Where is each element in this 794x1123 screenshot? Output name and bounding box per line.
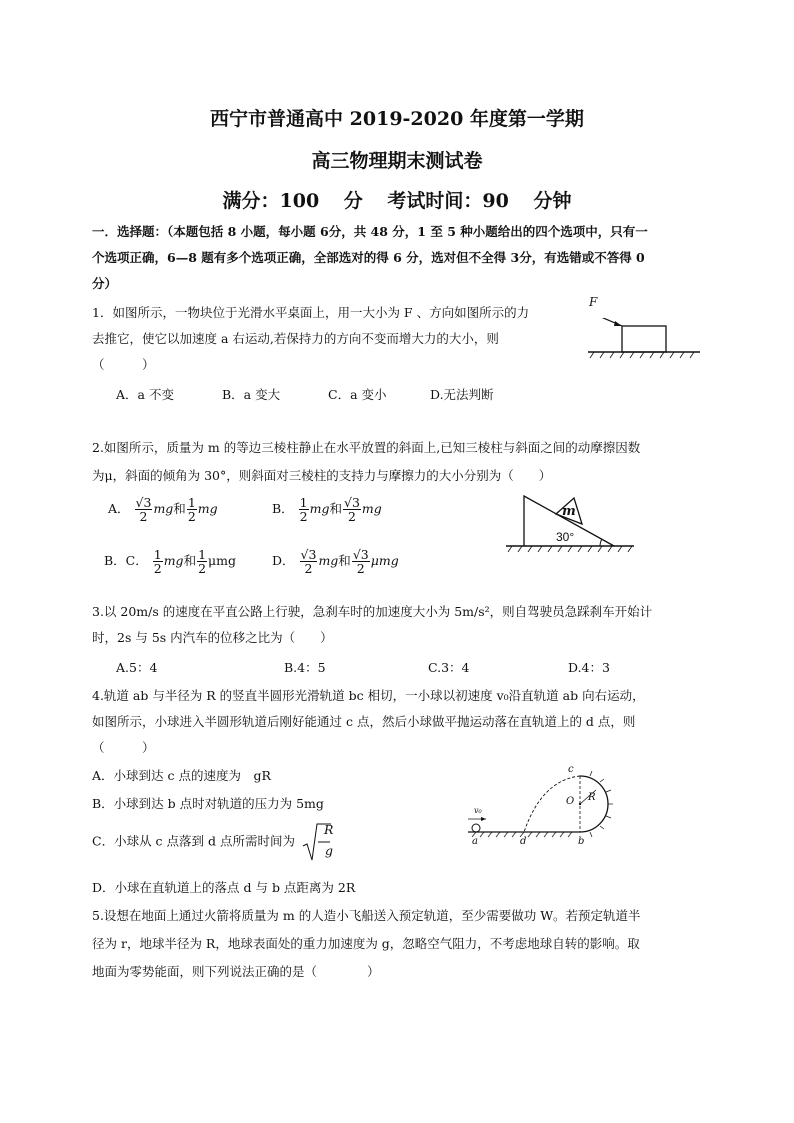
- q2-option-a-label: A．: [108, 501, 130, 517]
- exam-title: 西宁市普通高中 2019-2020 年度第一学期: [210, 108, 584, 130]
- q2-a-and: 和: [173, 501, 186, 517]
- q4-fig-c-label: c: [568, 764, 574, 775]
- q2-a-den1: 2: [139, 509, 148, 525]
- q2-d-mg: mg: [318, 553, 339, 569]
- q2-d-umg: μmg: [370, 553, 399, 569]
- q2-d-den1: 2: [304, 561, 313, 577]
- q4-fig-o-label: O: [566, 796, 575, 807]
- q2-d-num2: √3: [352, 547, 369, 562]
- q5-text-line3: 地面为零势能面，则下列说法正确的是（ ）: [92, 964, 380, 979]
- q3-option-a: A.5：4: [116, 660, 158, 675]
- q2-option-b-label: B．: [272, 501, 294, 517]
- q2-c-den2: 2: [198, 561, 207, 577]
- q2-option-c-label: B．C．: [104, 553, 148, 569]
- q4-text-line1: 4.轨道 ab 与半径为 R 的竖直半圆形光滑轨道 bc 相切，一小球以初速度 v₀沿直轨道 ab 向右运动，: [92, 688, 645, 703]
- q2-a-num1: √3: [135, 495, 152, 510]
- q4-option-c: [92, 822, 334, 862]
- q2-a-mg1: mg: [153, 501, 174, 517]
- q2-a-mg2: mg: [197, 501, 218, 517]
- q1-option-b: B．a 变大: [222, 387, 281, 402]
- q4-fig-b-label: b: [578, 836, 585, 847]
- q1-text-line1: 1．如图所示，一物块位于光滑水平桌面上，用一大小为 F 、方向如图所示的力: [92, 305, 530, 320]
- q2-b-num1: 1: [299, 495, 308, 510]
- q2-d-num1: √3: [300, 547, 317, 562]
- q4-sqrt-denominator: g: [325, 843, 334, 858]
- q2-text-line2: 为μ，斜面的倾角为 30°，则斜面对三棱柱的支持力与摩擦力的大小分别为（ ）: [92, 468, 552, 483]
- q4-fig-r-label: R: [588, 792, 596, 803]
- q3-text-line2: 时，2s 与 5s 内汽车的位移之比为（ ）: [92, 630, 333, 645]
- q4-option-c-text: C．小球从 c 点落到 d 点所需时间为: [92, 833, 295, 849]
- q1-text-line2: 去推它，使它以加速度 a 右运动,若保持力的方向不变而增大力的大小，则: [92, 331, 499, 346]
- q2-b-den1: 2: [299, 509, 308, 525]
- q4-option-d: D．小球在直轨道上的落点 d 与 b 点距离为 2R: [92, 880, 356, 895]
- q2-b-den2: 2: [347, 509, 356, 525]
- q4-text-line2: 如图所示，小球进入半圆形轨道后刚好能通过 c 点，然后小球做平抛运动落在直轨道上的 d 点，则: [92, 714, 636, 729]
- q2-c-num1: 1: [153, 547, 162, 562]
- q1-option-c: C．a 变小: [328, 387, 387, 402]
- q2-option-d-label: D．: [272, 553, 295, 569]
- q2-d-and: 和: [338, 553, 351, 569]
- q5-text-line1: 5.设想在地面上通过火箭将质量为 m 的人造小飞船送入预定轨道，至少需要做功 W。若预定轨道半: [92, 908, 641, 923]
- q4-fig-v0-label: v₀: [474, 806, 482, 815]
- q2-angle-label: 30°: [556, 530, 575, 544]
- q2-c-den1: 2: [153, 561, 162, 577]
- q2-a-den2: 2: [187, 509, 196, 525]
- q2-b-mg2: mg: [361, 501, 382, 517]
- q3-option-d: D.4：3: [568, 660, 610, 675]
- q4-option-b: B．小球到达 b 点时对轨道的压力为 5mg: [92, 796, 324, 811]
- q4-fig-a-label: a: [472, 836, 478, 847]
- q2-b-mg1: mg: [309, 501, 330, 517]
- q2-c-num2: 1: [198, 547, 207, 562]
- q2-b-and: 和: [329, 501, 342, 517]
- q3-option-b: B.4：5: [284, 660, 326, 675]
- q2-text-line1: 2.如图所示，质量为 m 的等边三棱柱静止在水平放置的斜面上,已知三棱柱与斜面之间的动摩擦因数: [92, 440, 641, 455]
- q2-option-d: [272, 548, 399, 575]
- q2-b-num2: √3: [344, 495, 360, 510]
- q1-option-d: D.无法判断: [430, 387, 494, 402]
- q2-mass-label: m: [562, 504, 576, 519]
- exam-subtitle: 高三物理期末测试卷: [311, 150, 483, 172]
- q2-d-den2: 2: [356, 561, 365, 577]
- q2-c-mg: mg: [163, 553, 184, 569]
- q4-sqrt-numerator: R: [324, 822, 334, 837]
- q2-option-c: [104, 548, 236, 575]
- exam-info: 满分：100 分 考试时间：90 分钟: [222, 190, 572, 212]
- q2-c-and: 和: [183, 553, 197, 569]
- q5-text-line2: 径为 r，地球半径为 R，地球表面处的重力加速度为 g，忽略空气阻力，不考虑地球自转的影响。取: [92, 936, 640, 951]
- q2-option-a: [108, 496, 218, 523]
- q2-option-b: [272, 496, 382, 523]
- section-instructions-line2: 个选项正确，6—8 题有多个选项正确，全部选对的得 6 分，选对但不全得 3分，有选错或不答得 0: [92, 250, 645, 265]
- q1-option-a: A．a 不变: [116, 387, 174, 402]
- section-instructions-line1: 一．选择题：（本题包括 8 小题，每小题 6分，共 48 分，1 至 5 种小题给出的四个选项中，只有一: [92, 224, 648, 239]
- q4-fig-d-label: d: [520, 836, 527, 847]
- section-instructions-line3: 分）: [92, 276, 118, 291]
- q1-text-line3: （ ）: [92, 357, 155, 372]
- q2-a-num2: 1: [187, 495, 196, 510]
- q1-block-figure: [584, 318, 704, 360]
- q3-text-line1: 3.以 20m/s 的速度在平直公路上行驶，急刹车时的加速度大小为 5m/s²，则自驾驶员急踩刹车开始计: [92, 604, 653, 619]
- q2-incline-figure: [504, 490, 638, 556]
- q4-track-figure: [462, 766, 622, 852]
- q1-force-label: F: [589, 295, 598, 309]
- q4-text-line3: （ ）: [92, 740, 155, 755]
- q4-option-a: A．小球到达 c 点的速度为 gR: [92, 768, 271, 783]
- q2-c-umg: μmg: [208, 553, 237, 569]
- q3-option-c: C.3：4: [428, 660, 470, 675]
